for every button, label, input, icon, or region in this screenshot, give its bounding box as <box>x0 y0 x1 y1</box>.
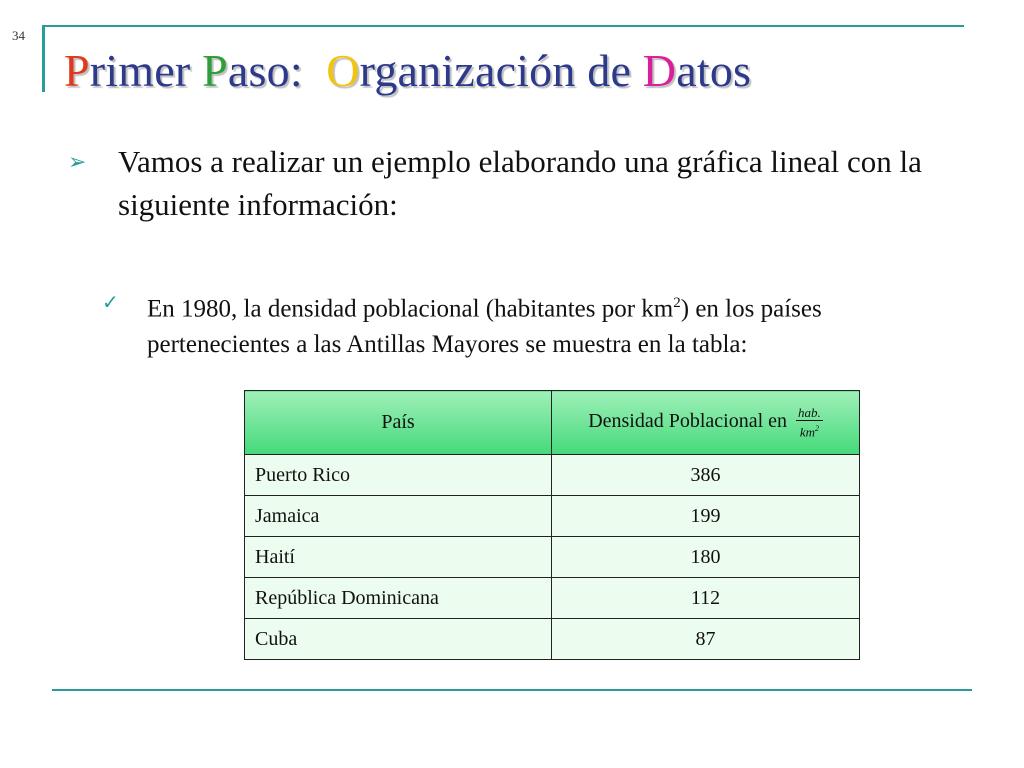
column-header-density-label: Densidad Poblacional en <box>588 410 788 433</box>
bottom-divider <box>52 689 972 691</box>
density-cell: 180 <box>552 537 860 578</box>
bullet-level1 <box>68 140 928 226</box>
column-header-density <box>552 391 860 455</box>
unit-numerator: hab. <box>798 405 821 421</box>
bullet-level2-text-after: ) en los países pertenecientes a las Antillas Mayores se muestra en la tabla: <box>147 295 822 359</box>
title-fragment-rimer: rimer <box>89 45 203 96</box>
title-fragment-rganizacion: rganización de <box>359 45 643 96</box>
bullet-level2-text-before: En 1980, la densidad poblacional (habitantes por km <box>147 295 674 323</box>
unit-fraction <box>796 405 823 439</box>
country-cell: Jamaica <box>245 496 552 537</box>
bullet-level1-text: Vamos a realizar un ejemplo elaborando una gráfica lineal con la siguiente información: <box>118 144 922 222</box>
title-fragment-atos: atos <box>676 45 752 96</box>
left-accent-bar <box>42 26 45 92</box>
density-cell: 199 <box>552 496 860 537</box>
title-letter-p1: P <box>64 45 90 96</box>
table-row <box>245 578 860 619</box>
checkmark-bullet-icon: ✓ <box>102 292 119 314</box>
unit-denominator-base: km <box>799 424 815 440</box>
unit-denominator-power: 2 <box>815 424 819 434</box>
title-fragment-aso: aso: <box>227 45 327 96</box>
country-cell: Haití <box>245 537 552 578</box>
country-cell: Cuba <box>245 619 552 660</box>
title-letter-d: D <box>642 45 677 96</box>
country-cell: República Dominicana <box>245 578 552 619</box>
top-divider <box>42 25 964 27</box>
slide-number: 34 <box>12 28 25 43</box>
table-row <box>245 619 860 660</box>
column-header-country: País <box>245 391 552 455</box>
density-cell: 386 <box>552 455 860 496</box>
table-row <box>245 496 860 537</box>
density-table <box>244 390 860 660</box>
arrow-bullet-icon: ➢ <box>68 149 87 174</box>
title-letter-p2: P <box>202 45 228 96</box>
bullet-level2 <box>102 285 922 363</box>
table-row <box>245 537 860 578</box>
density-cell: 87 <box>552 619 860 660</box>
table-header-row <box>245 391 860 455</box>
title-letter-o: O <box>326 45 360 96</box>
bullet-level2-superscript: 2 <box>673 295 681 311</box>
unit-denominator <box>796 421 823 439</box>
country-cell: Puerto Rico <box>245 455 552 496</box>
bullet-level2-text <box>147 285 922 363</box>
density-cell: 112 <box>552 578 860 619</box>
table-row <box>245 455 860 496</box>
page-title <box>64 44 751 97</box>
